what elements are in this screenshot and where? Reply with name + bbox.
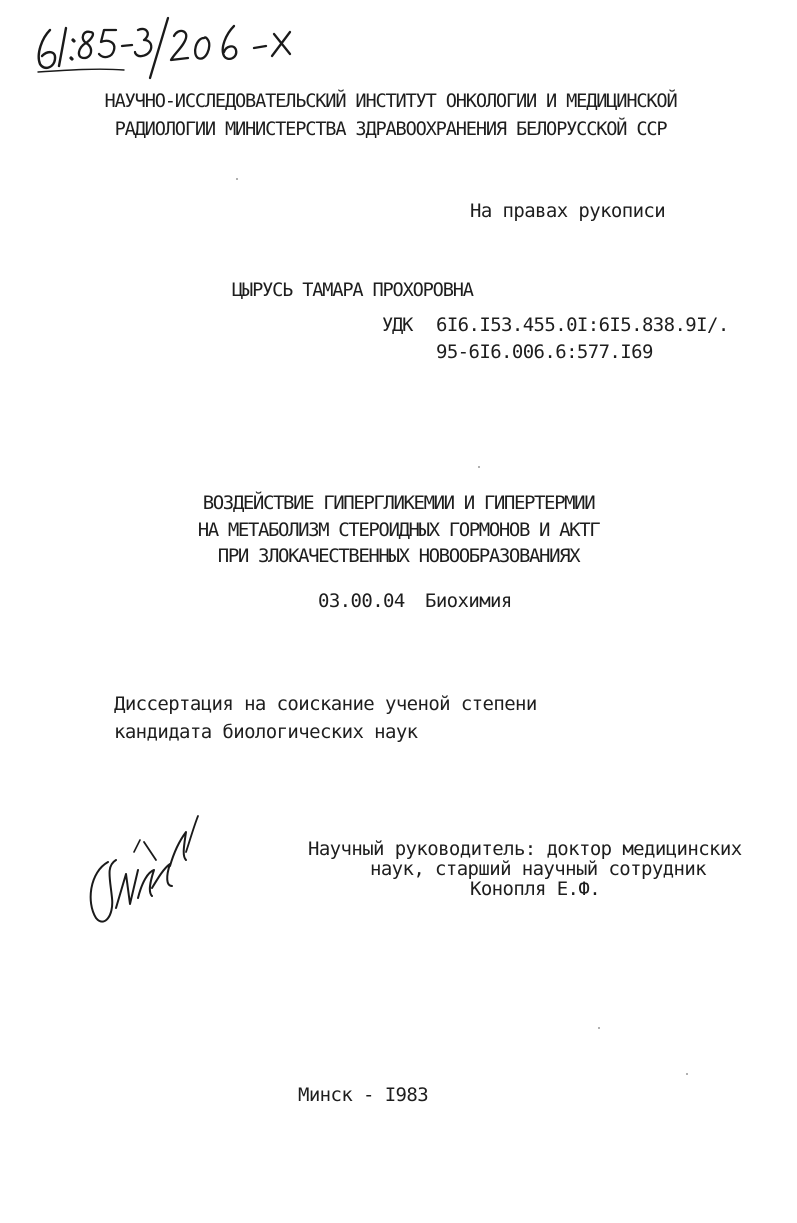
supervisor-signature bbox=[78, 812, 208, 932]
dissertation-title-line-3: ПРИ ЗЛОКАЧЕСТВЕННЫХ НОВООБРАЗОВАНИЯХ bbox=[217, 545, 580, 567]
institute-line-1: НАУЧНО-ИССЛЕДОВАТЕЛЬСКИЙ ИНСТИТУТ ОНКОЛОГИИ И МЕДИЦИНСКОЙ bbox=[104, 90, 677, 112]
supervisor-line-2: наук, старший научный сотрудник bbox=[370, 858, 707, 880]
dissertation-degree-line-1: Диссертация на соискание ученой степени bbox=[114, 693, 537, 715]
scan-speck bbox=[478, 466, 480, 468]
institute-line-2: РАДИОЛОГИИ МИНИСТЕРСТВА ЗДРАВООХРАНЕНИЯ БЕЛОРУССКОЙ ССР bbox=[114, 118, 667, 140]
dissertation-title-line-2: НА МЕТАБОЛИЗМ СТЕРОИДНЫХ ГОРМОНОВ И АКТГ bbox=[197, 519, 600, 541]
specialty-name: Биохимия bbox=[425, 590, 512, 612]
scan-speck bbox=[598, 1027, 600, 1029]
handwritten-archive-code bbox=[28, 8, 328, 88]
supervisor-name: Конопля Е.Ф. bbox=[470, 878, 601, 900]
supervisor-line-1: Научный руководитель: доктор медицинских bbox=[308, 838, 742, 860]
scan-speck bbox=[236, 178, 238, 180]
author-name: ЦЫРУСЬ ТАМАРА ПРОХОРОВНА bbox=[232, 279, 473, 301]
specialty-code: 03.00.04 bbox=[318, 590, 405, 612]
scan-speck bbox=[686, 1073, 688, 1075]
dissertation-degree-line-2: кандидата биологических наук bbox=[114, 721, 418, 743]
manuscript-rights: На правах рукописи bbox=[470, 200, 666, 222]
place-and-year: Минск - I983 bbox=[298, 1084, 429, 1106]
dissertation-title-line-1: ВОЗДЕЙСТВИЕ ГИПЕРГЛИКЕМИИ И ГИПЕРТЕРМИИ bbox=[202, 492, 595, 514]
udc-code-line-1: 6I6.I53.455.0I:6I5.838.9I/. bbox=[436, 314, 729, 336]
udc-label: УДК bbox=[382, 314, 413, 336]
udc-code-line-2: 95-6I6.006.6:577.I69 bbox=[436, 341, 653, 363]
